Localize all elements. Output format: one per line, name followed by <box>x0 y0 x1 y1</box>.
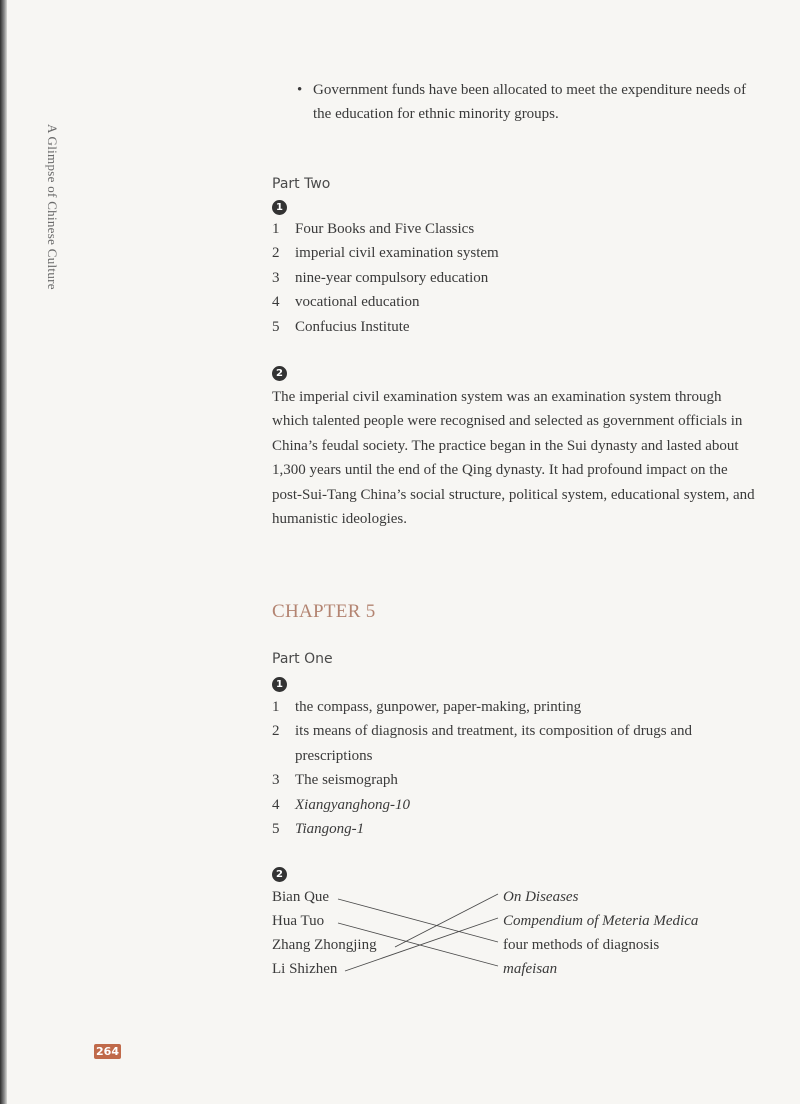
match-right-item: four methods of diagnosis <box>503 937 660 953</box>
list-item: 1 the compass, gunpower, paper-making, printing <box>272 699 582 715</box>
part-one-heading: Part One <box>272 651 333 667</box>
question-2-badge: 2 <box>272 366 287 381</box>
match-right-item: mafeisan <box>503 961 558 977</box>
match-connector-line <box>338 923 498 966</box>
question-1-badge: 1 <box>272 677 287 692</box>
match-right-item: On Diseases <box>503 889 579 905</box>
list-item: 3 The seismograph <box>272 772 398 789</box>
list-item: 5 Confucius Institute <box>272 318 410 335</box>
page-number: 264 <box>94 1044 121 1059</box>
match-left-item: Hua Tuo <box>272 913 325 929</box>
list-item: 1 Four Books and Five Classics <box>272 221 475 237</box>
list-item: 2 imperial civil examination system <box>272 245 499 262</box>
list-item: 2 its means of diagnosis and treatment, its composition of drugs and prescriptions <box>272 723 693 764</box>
question-2-badge: 2 <box>272 867 287 882</box>
list-item: 4 vocational education <box>272 294 420 311</box>
answer-paragraph: The imperial civil examination system was an examination system through which talented people were recognised and selected as government officials in China’s feudal society. The practice began in the Sui dynasty and lasted about 1,300 years until the end of the Qing dynasty. It had profound impact on the post-Sui-Tang China’s social structure, political system, educational system, and humanistic ideologies. <box>272 389 755 528</box>
list-item: 3 nine-year compulsory education <box>272 269 489 286</box>
match-connector-line <box>395 894 498 947</box>
match-left-item: Bian Que <box>272 889 330 905</box>
match-left-item: Li Shizhen <box>272 961 338 977</box>
match-left-item: Zhang Zhongjing <box>272 937 377 953</box>
part-two-heading: Part Two <box>272 176 331 192</box>
running-side-title: A Glimpse of Chinese Culture <box>45 124 60 290</box>
bullet-dot: • <box>297 82 303 98</box>
chapter-heading: CHAPTER 5 <box>272 601 376 622</box>
list-item: 4 Xiangyanghong-10 <box>272 796 410 813</box>
bullet-text: Government funds have been allocated to meet the expenditure needs of the education for ethnic minority groups. <box>313 82 747 122</box>
list-item: 5 Tiangong-1 <box>272 821 365 838</box>
match-right-item: Compendium of Meteria Medica <box>503 913 699 929</box>
match-connector-line <box>345 918 498 971</box>
question-1-badge: 1 <box>272 200 287 215</box>
